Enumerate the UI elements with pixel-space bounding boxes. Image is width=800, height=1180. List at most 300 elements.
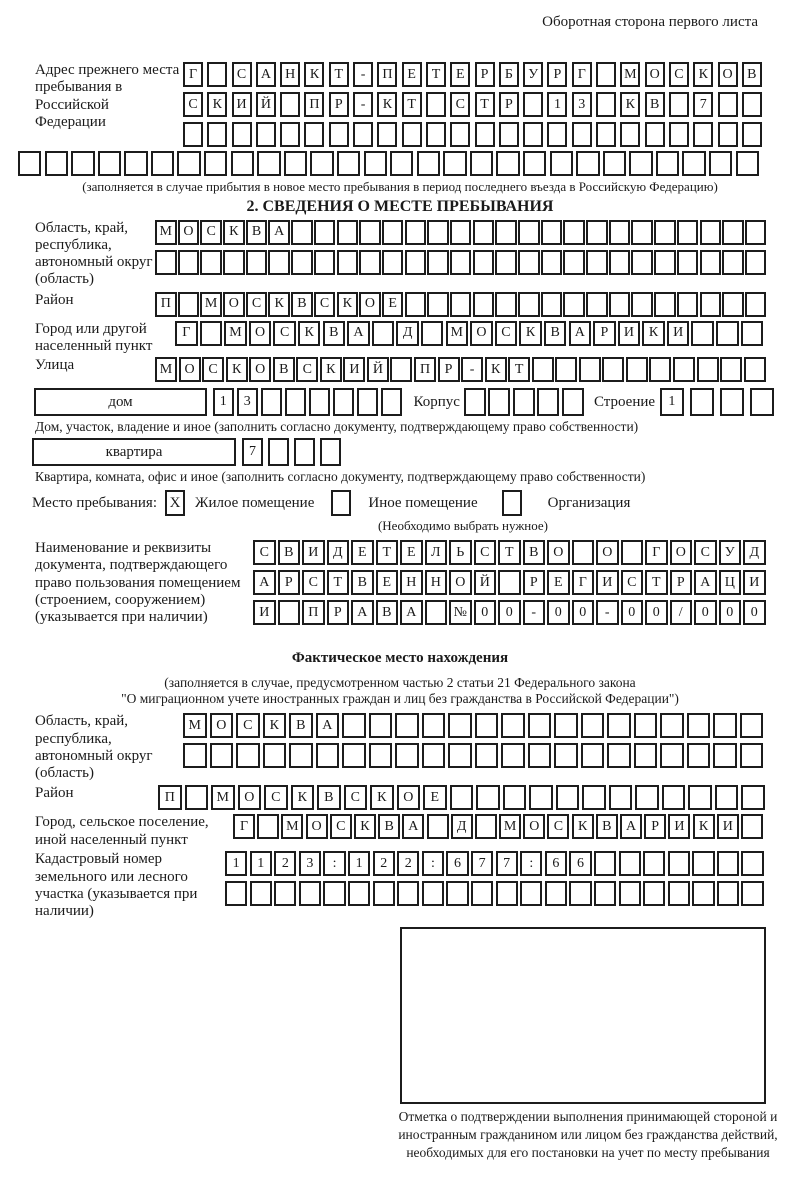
- char-box[interactable]: [353, 122, 373, 147]
- char-box[interactable]: [541, 292, 563, 317]
- char-box[interactable]: [579, 357, 601, 382]
- char-box[interactable]: К: [268, 292, 290, 317]
- char-box[interactable]: :: [520, 851, 542, 876]
- char-box[interactable]: 2: [397, 851, 419, 876]
- char-box[interactable]: С: [694, 540, 717, 565]
- char-box[interactable]: В: [351, 570, 374, 595]
- char-box[interactable]: [744, 357, 766, 382]
- char-box[interactable]: [207, 122, 227, 147]
- char-box[interactable]: Г: [572, 62, 592, 87]
- char-box[interactable]: [690, 388, 714, 416]
- char-box[interactable]: -: [461, 357, 483, 382]
- char-box[interactable]: 0: [743, 600, 766, 625]
- char-box[interactable]: [722, 292, 744, 317]
- char-box[interactable]: Г: [645, 540, 668, 565]
- char-box[interactable]: [576, 151, 599, 176]
- char-box[interactable]: Р: [547, 62, 567, 87]
- char-box[interactable]: П: [158, 785, 182, 810]
- char-box[interactable]: И: [618, 321, 641, 346]
- char-box[interactable]: Е: [402, 62, 422, 87]
- char-box[interactable]: [475, 814, 497, 839]
- char-box[interactable]: [547, 122, 567, 147]
- char-box[interactable]: [609, 292, 631, 317]
- char-box[interactable]: [656, 151, 679, 176]
- char-box[interactable]: М: [224, 321, 247, 346]
- char-box[interactable]: [178, 292, 200, 317]
- char-box[interactable]: Е: [351, 540, 374, 565]
- char-box[interactable]: [692, 881, 714, 906]
- char-box[interactable]: [596, 92, 616, 117]
- char-box[interactable]: [377, 122, 397, 147]
- char-box[interactable]: 1: [213, 388, 234, 416]
- char-box[interactable]: Д: [396, 321, 419, 346]
- char-box[interactable]: [261, 388, 282, 416]
- char-box[interactable]: В: [645, 92, 665, 117]
- char-box[interactable]: Р: [327, 600, 350, 625]
- char-box[interactable]: С: [344, 785, 368, 810]
- char-box[interactable]: Ц: [719, 570, 742, 595]
- char-box[interactable]: [741, 814, 763, 839]
- char-box[interactable]: [314, 220, 336, 245]
- char-box[interactable]: [417, 151, 440, 176]
- char-box[interactable]: [422, 743, 446, 768]
- char-box[interactable]: [448, 713, 472, 738]
- char-box[interactable]: [532, 357, 554, 382]
- char-box[interactable]: [631, 220, 653, 245]
- char-box[interactable]: [586, 220, 608, 245]
- char-box[interactable]: [594, 881, 616, 906]
- char-box[interactable]: [309, 388, 330, 416]
- char-box[interactable]: [495, 292, 517, 317]
- char-box[interactable]: [741, 785, 765, 810]
- char-box[interactable]: А: [316, 713, 340, 738]
- char-box[interactable]: [594, 851, 616, 876]
- char-box[interactable]: [629, 151, 652, 176]
- char-box[interactable]: [320, 438, 341, 466]
- char-box[interactable]: М: [281, 814, 303, 839]
- char-box[interactable]: [405, 292, 427, 317]
- char-box[interactable]: О: [596, 540, 619, 565]
- char-box[interactable]: [210, 743, 234, 768]
- char-box[interactable]: [700, 220, 722, 245]
- char-box[interactable]: [619, 881, 641, 906]
- char-box[interactable]: [691, 321, 714, 346]
- char-box[interactable]: 3: [299, 851, 321, 876]
- char-box[interactable]: М: [155, 357, 177, 382]
- char-box[interactable]: -: [353, 92, 373, 117]
- char-box[interactable]: [569, 881, 591, 906]
- char-box[interactable]: А: [620, 814, 642, 839]
- char-box[interactable]: С: [246, 292, 268, 317]
- char-box[interactable]: Л: [425, 540, 448, 565]
- char-box[interactable]: В: [289, 713, 313, 738]
- char-box[interactable]: [717, 881, 739, 906]
- char-box[interactable]: С: [232, 62, 252, 87]
- char-box[interactable]: Й: [367, 357, 389, 382]
- char-box[interactable]: [586, 292, 608, 317]
- char-box[interactable]: [529, 785, 553, 810]
- char-box[interactable]: Р: [278, 570, 301, 595]
- char-box[interactable]: О: [397, 785, 421, 810]
- char-box[interactable]: [620, 122, 640, 147]
- char-box[interactable]: [745, 292, 767, 317]
- char-box[interactable]: И: [667, 321, 690, 346]
- char-box[interactable]: [359, 220, 381, 245]
- char-box[interactable]: [626, 357, 648, 382]
- char-box[interactable]: -: [523, 600, 546, 625]
- char-box[interactable]: К: [226, 357, 248, 382]
- char-box[interactable]: [151, 151, 174, 176]
- char-box[interactable]: [236, 743, 260, 768]
- char-box[interactable]: [337, 151, 360, 176]
- char-box[interactable]: Г: [572, 570, 595, 595]
- char-box[interactable]: [717, 851, 739, 876]
- char-box[interactable]: [45, 151, 68, 176]
- char-box[interactable]: [513, 388, 535, 416]
- char-box[interactable]: С: [253, 540, 276, 565]
- char-box[interactable]: О: [449, 570, 472, 595]
- char-box[interactable]: 0: [474, 600, 497, 625]
- char-box[interactable]: [402, 122, 422, 147]
- char-box[interactable]: [291, 220, 313, 245]
- char-box[interactable]: Ь: [449, 540, 472, 565]
- char-box[interactable]: [713, 743, 737, 768]
- char-box[interactable]: [562, 388, 584, 416]
- char-box[interactable]: [722, 250, 744, 275]
- char-box[interactable]: У: [523, 62, 543, 87]
- char-box[interactable]: [427, 292, 449, 317]
- char-box[interactable]: А: [569, 321, 592, 346]
- char-box[interactable]: К: [693, 62, 713, 87]
- char-box[interactable]: [475, 122, 495, 147]
- char-box[interactable]: [204, 151, 227, 176]
- char-box[interactable]: Е: [400, 540, 423, 565]
- char-box[interactable]: [450, 785, 474, 810]
- char-box[interactable]: [713, 713, 737, 738]
- char-box[interactable]: А: [253, 570, 276, 595]
- char-box[interactable]: О: [249, 357, 271, 382]
- char-box[interactable]: [450, 122, 470, 147]
- char-box[interactable]: [470, 151, 493, 176]
- char-box[interactable]: [390, 357, 412, 382]
- char-box[interactable]: [337, 220, 359, 245]
- confirmation-stamp-box[interactable]: [400, 927, 766, 1104]
- char-box[interactable]: К: [693, 814, 715, 839]
- char-box[interactable]: [700, 292, 722, 317]
- char-box[interactable]: В: [544, 321, 567, 346]
- char-box[interactable]: [471, 881, 493, 906]
- char-box[interactable]: [645, 122, 665, 147]
- char-box[interactable]: [596, 122, 616, 147]
- char-box[interactable]: [257, 151, 280, 176]
- char-box[interactable]: [473, 292, 495, 317]
- char-box[interactable]: К: [298, 321, 321, 346]
- char-box[interactable]: [337, 250, 359, 275]
- char-box[interactable]: [294, 438, 315, 466]
- char-box[interactable]: [660, 743, 684, 768]
- char-box[interactable]: [291, 250, 313, 275]
- char-box[interactable]: 3: [572, 92, 592, 117]
- char-box[interactable]: И: [343, 357, 365, 382]
- char-box[interactable]: О: [470, 321, 493, 346]
- char-box[interactable]: [740, 743, 764, 768]
- char-box[interactable]: М: [200, 292, 222, 317]
- char-box[interactable]: [450, 292, 472, 317]
- char-box[interactable]: [369, 713, 393, 738]
- char-box[interactable]: /: [670, 600, 693, 625]
- char-box[interactable]: [225, 881, 247, 906]
- char-box[interactable]: [654, 220, 676, 245]
- char-box[interactable]: 0: [645, 600, 668, 625]
- char-box[interactable]: [364, 151, 387, 176]
- char-box[interactable]: С: [202, 357, 224, 382]
- char-box[interactable]: Р: [523, 570, 546, 595]
- char-box[interactable]: [342, 743, 366, 768]
- char-box[interactable]: [498, 570, 521, 595]
- char-box[interactable]: [475, 743, 499, 768]
- char-box[interactable]: К: [320, 357, 342, 382]
- char-box[interactable]: [422, 881, 444, 906]
- char-box[interactable]: Т: [498, 540, 521, 565]
- char-box[interactable]: [200, 250, 222, 275]
- char-box[interactable]: [268, 438, 289, 466]
- char-box[interactable]: И: [302, 540, 325, 565]
- checkbox-zhiloe[interactable]: X: [165, 490, 185, 516]
- char-box[interactable]: [381, 388, 402, 416]
- char-box[interactable]: С: [547, 814, 569, 839]
- char-box[interactable]: [742, 92, 762, 117]
- char-box[interactable]: С: [330, 814, 352, 839]
- char-box[interactable]: [563, 292, 585, 317]
- char-box[interactable]: В: [596, 814, 618, 839]
- char-box[interactable]: [631, 292, 653, 317]
- char-box[interactable]: [476, 785, 500, 810]
- char-box[interactable]: 7: [471, 851, 493, 876]
- char-box[interactable]: -: [596, 600, 619, 625]
- char-box[interactable]: [427, 814, 449, 839]
- char-box[interactable]: [495, 250, 517, 275]
- char-box[interactable]: [523, 92, 543, 117]
- char-box[interactable]: [619, 851, 641, 876]
- char-box[interactable]: [263, 743, 287, 768]
- char-box[interactable]: [231, 151, 254, 176]
- char-box[interactable]: 0: [719, 600, 742, 625]
- char-box[interactable]: [523, 151, 546, 176]
- char-box[interactable]: [372, 321, 395, 346]
- char-box[interactable]: О: [210, 713, 234, 738]
- char-box[interactable]: [256, 122, 276, 147]
- char-box[interactable]: Д: [743, 540, 766, 565]
- char-box[interactable]: Р: [670, 570, 693, 595]
- char-box[interactable]: [716, 321, 739, 346]
- char-box[interactable]: С: [474, 540, 497, 565]
- char-box[interactable]: И: [668, 814, 690, 839]
- char-box[interactable]: [299, 881, 321, 906]
- char-box[interactable]: [621, 540, 644, 565]
- char-box[interactable]: Е: [450, 62, 470, 87]
- char-box[interactable]: [369, 743, 393, 768]
- char-box[interactable]: О: [645, 62, 665, 87]
- char-box[interactable]: 1: [660, 388, 684, 416]
- char-box[interactable]: [395, 743, 419, 768]
- char-box[interactable]: Е: [423, 785, 447, 810]
- char-box[interactable]: 2: [274, 851, 296, 876]
- char-box[interactable]: 6: [569, 851, 591, 876]
- char-box[interactable]: М: [446, 321, 469, 346]
- char-box[interactable]: [687, 713, 711, 738]
- char-box[interactable]: [185, 785, 209, 810]
- char-box[interactable]: [496, 151, 519, 176]
- char-box[interactable]: [285, 388, 306, 416]
- char-box[interactable]: [178, 250, 200, 275]
- char-box[interactable]: 0: [694, 600, 717, 625]
- char-box[interactable]: К: [207, 92, 227, 117]
- char-box[interactable]: К: [291, 785, 315, 810]
- char-box[interactable]: [572, 122, 592, 147]
- char-box[interactable]: [280, 92, 300, 117]
- char-box[interactable]: [518, 220, 540, 245]
- char-box[interactable]: 0: [547, 600, 570, 625]
- char-box[interactable]: 6: [545, 851, 567, 876]
- char-box[interactable]: [280, 122, 300, 147]
- char-box[interactable]: [631, 250, 653, 275]
- char-box[interactable]: [422, 713, 446, 738]
- char-box[interactable]: В: [278, 540, 301, 565]
- char-box[interactable]: №: [449, 600, 472, 625]
- char-box[interactable]: [609, 250, 631, 275]
- checkbox-inoe[interactable]: [331, 490, 351, 516]
- char-box[interactable]: [382, 220, 404, 245]
- char-box[interactable]: [425, 600, 448, 625]
- char-box[interactable]: 6: [446, 851, 468, 876]
- char-box[interactable]: [523, 122, 543, 147]
- char-box[interactable]: К: [620, 92, 640, 117]
- char-box[interactable]: [741, 881, 763, 906]
- char-box[interactable]: [357, 388, 378, 416]
- char-box[interactable]: В: [273, 357, 295, 382]
- char-box[interactable]: :: [323, 851, 345, 876]
- char-box[interactable]: [635, 785, 659, 810]
- char-box[interactable]: Г: [233, 814, 255, 839]
- char-box[interactable]: [183, 743, 207, 768]
- char-box[interactable]: [563, 220, 585, 245]
- char-box[interactable]: [715, 785, 739, 810]
- char-box[interactable]: [405, 220, 427, 245]
- char-box[interactable]: [310, 151, 333, 176]
- char-box[interactable]: К: [485, 357, 507, 382]
- char-box[interactable]: [499, 122, 519, 147]
- char-box[interactable]: [745, 220, 767, 245]
- char-box[interactable]: [246, 250, 268, 275]
- char-box[interactable]: И: [717, 814, 739, 839]
- char-box[interactable]: Г: [183, 62, 203, 87]
- char-box[interactable]: [268, 250, 290, 275]
- char-box[interactable]: О: [179, 357, 201, 382]
- char-box[interactable]: [537, 388, 559, 416]
- char-box[interactable]: [742, 122, 762, 147]
- char-box[interactable]: 1: [348, 851, 370, 876]
- char-box[interactable]: 2: [373, 851, 395, 876]
- char-box[interactable]: Е: [376, 570, 399, 595]
- char-box[interactable]: [687, 743, 711, 768]
- char-box[interactable]: [443, 151, 466, 176]
- char-box[interactable]: [475, 713, 499, 738]
- char-box[interactable]: [155, 250, 177, 275]
- char-box[interactable]: [98, 151, 121, 176]
- char-box[interactable]: [602, 357, 624, 382]
- char-box[interactable]: С: [314, 292, 336, 317]
- char-box[interactable]: [720, 388, 744, 416]
- char-box[interactable]: [668, 881, 690, 906]
- char-box[interactable]: [603, 151, 626, 176]
- char-box[interactable]: 1: [250, 851, 272, 876]
- char-box[interactable]: [700, 250, 722, 275]
- char-box[interactable]: [289, 743, 313, 768]
- char-box[interactable]: [563, 250, 585, 275]
- char-box[interactable]: Р: [475, 62, 495, 87]
- char-box[interactable]: С: [495, 321, 518, 346]
- char-box[interactable]: К: [519, 321, 542, 346]
- char-box[interactable]: К: [377, 92, 397, 117]
- char-box[interactable]: 0: [621, 600, 644, 625]
- char-box[interactable]: К: [370, 785, 394, 810]
- char-box[interactable]: [421, 321, 444, 346]
- char-box[interactable]: Т: [645, 570, 668, 595]
- char-box[interactable]: [668, 851, 690, 876]
- char-box[interactable]: [720, 357, 742, 382]
- char-box[interactable]: М: [499, 814, 521, 839]
- dom-field[interactable]: дом: [34, 388, 207, 416]
- char-box[interactable]: [741, 321, 764, 346]
- char-box[interactable]: [177, 151, 200, 176]
- char-box[interactable]: [333, 388, 354, 416]
- char-box[interactable]: А: [347, 321, 370, 346]
- char-box[interactable]: [596, 62, 616, 87]
- char-box[interactable]: [722, 220, 744, 245]
- char-box[interactable]: 7: [242, 438, 263, 466]
- char-box[interactable]: [274, 881, 296, 906]
- char-box[interactable]: [582, 785, 606, 810]
- char-box[interactable]: Н: [400, 570, 423, 595]
- char-box[interactable]: [673, 357, 695, 382]
- char-box[interactable]: А: [256, 62, 276, 87]
- char-box[interactable]: О: [670, 540, 693, 565]
- char-box[interactable]: [390, 151, 413, 176]
- char-box[interactable]: С: [621, 570, 644, 595]
- char-box[interactable]: К: [223, 220, 245, 245]
- char-box[interactable]: И: [232, 92, 252, 117]
- char-box[interactable]: [662, 785, 686, 810]
- char-box[interactable]: [395, 713, 419, 738]
- char-box[interactable]: М: [155, 220, 177, 245]
- char-box[interactable]: Р: [438, 357, 460, 382]
- char-box[interactable]: К: [572, 814, 594, 839]
- char-box[interactable]: [643, 851, 665, 876]
- char-box[interactable]: [495, 220, 517, 245]
- char-box[interactable]: Н: [280, 62, 300, 87]
- char-box[interactable]: [501, 713, 525, 738]
- char-box[interactable]: [359, 250, 381, 275]
- char-box[interactable]: С: [296, 357, 318, 382]
- char-box[interactable]: [555, 357, 577, 382]
- char-box[interactable]: -: [353, 62, 373, 87]
- char-box[interactable]: [183, 122, 203, 147]
- char-box[interactable]: [473, 220, 495, 245]
- char-box[interactable]: [607, 713, 631, 738]
- char-box[interactable]: [342, 713, 366, 738]
- char-box[interactable]: [581, 743, 605, 768]
- char-box[interactable]: [323, 881, 345, 906]
